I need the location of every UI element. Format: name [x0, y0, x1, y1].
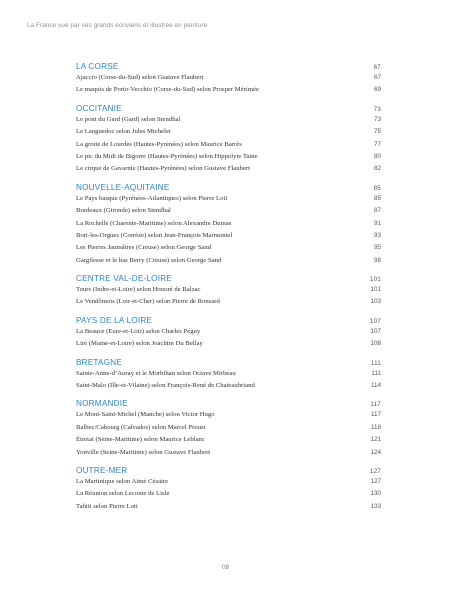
entry-page-number: 133: [370, 502, 381, 510]
entry-page-number: 67: [373, 74, 381, 81]
entry-page-number: 69: [373, 86, 381, 94]
entry-page-number: 93: [373, 231, 381, 239]
toc-entry: [76, 116, 381, 128]
toc-entry: [76, 257, 381, 269]
toc-entry: [76, 340, 381, 352]
entry-page-number: 117: [370, 411, 381, 419]
entry-title: La grotte de Lourdes (Hautes-Pyrénées) selon Maurice Barrès: [76, 140, 242, 148]
toc-section: [76, 62, 381, 99]
entry-page-number: 73: [373, 115, 381, 123]
entry-title: Bordeaux (Gironde) selon Stendhal: [76, 207, 171, 215]
toc-entry: [76, 220, 381, 232]
toc-entry: [76, 74, 381, 86]
section-page-number: 127: [369, 467, 381, 475]
section-page-number: 117: [370, 401, 381, 409]
entry-page-number: 118: [370, 423, 381, 431]
toc-entry: [76, 232, 381, 244]
toc-entry: [76, 382, 381, 394]
entry-title: La Réunion selon Leconte de Lisle: [76, 490, 170, 498]
entry-page-number: 124: [370, 448, 381, 456]
toc-entry: [76, 286, 381, 298]
entry-title: Le maquis de Porto-Vecchio (Corse-du-Sud) selon Prosper Mérimée: [76, 86, 259, 94]
entry-title: Le pont du Gard (Gard) selon Stendhal: [76, 115, 181, 123]
toc-section: [76, 358, 381, 395]
section-title: LA CORSE: [76, 62, 119, 71]
section-title: CENTRE VAL-DE-LOIRE: [76, 274, 173, 284]
section-title: NOUVELLE-AQUITAINE: [76, 182, 170, 192]
entry-page-number: 130: [370, 490, 381, 498]
toc-entry: [76, 478, 381, 490]
section-heading: [76, 466, 381, 478]
entry-title: Balbec/Cabourg (Calvados) selon Marcel Proust: [76, 423, 206, 431]
section-page-number: 73: [373, 105, 381, 113]
section-title: OCCITANIE: [76, 103, 122, 113]
section-heading: [76, 316, 381, 328]
toc-entry: [76, 195, 381, 207]
toc-entry: [76, 449, 381, 461]
entry-title: Sainte-Anne-d’Auray et le Morbihan selon Octave Mirbeau: [76, 369, 236, 377]
entry-page-number: 77: [373, 140, 381, 148]
section-page-number: 67: [373, 64, 381, 71]
section-page-number: 111: [370, 359, 381, 367]
entry-title: La Beauce (Eure-et-Loir) selon Charles Péguy: [76, 327, 201, 335]
entry-page-number: 87: [373, 207, 381, 215]
entry-title: Gargilesse et le bas Berry (Creuse) selon George Sand: [76, 256, 222, 264]
entry-page-number: 107: [370, 327, 381, 335]
entry-title: Yonville (Seine-Maritime) selon Gustave Flaubert: [76, 448, 211, 456]
section-title: PAYS DE LA LOIRE: [76, 315, 153, 325]
toc-entry: [76, 141, 381, 153]
entry-page-number: 121: [370, 436, 381, 444]
entry-title: Ajaccio (Corse-du-Sud) selon Gustave Flaubert: [76, 74, 204, 81]
entry-title: La Martinique selon Aimé Césaire: [76, 477, 169, 485]
table-of-contents: [76, 62, 381, 520]
toc-entry: [76, 128, 381, 140]
section-title: BRETAGNE: [76, 357, 123, 367]
toc-entry: [76, 244, 381, 256]
toc-entry: [76, 328, 381, 340]
entry-page-number: 91: [373, 219, 381, 227]
entry-title: Tahiti selon Pierre Loti: [76, 502, 138, 510]
entry-title: Bort-les-Orgues (Corrèze) selon Jean-François Marmontel: [76, 231, 233, 239]
entry-page-number: 114: [370, 382, 381, 390]
toc-section: [76, 274, 381, 311]
toc-entry: [76, 207, 381, 219]
section-heading: [76, 104, 381, 116]
toc-entry: [76, 153, 381, 165]
entry-page-number: 98: [373, 256, 381, 264]
entry-title: Le Languedoc selon Jules Michelet: [76, 128, 171, 136]
toc-entry: [76, 424, 381, 436]
section-page-number: 85: [373, 184, 381, 192]
entry-title: Liré (Maine-et-Loire) selon Joachim Du Bellay: [76, 340, 203, 348]
toc-entry: [76, 370, 381, 382]
toc-section: [76, 316, 381, 353]
entry-title: Le pic du Midi de Bigorre (Hautes-Pyrénées) selon Hippolyte Taine: [76, 152, 258, 160]
toc-entry: [76, 165, 381, 177]
entry-title: Saint-Malo (Ille-et-Vilaine) selon François-René de Chateaubriand: [76, 382, 255, 390]
toc-entry: [76, 411, 381, 423]
section-title: NORMANDIE: [76, 399, 128, 409]
entry-page-number: 95: [373, 244, 381, 252]
toc-section: [76, 104, 381, 178]
page-number: 08: [222, 565, 229, 571]
entry-page-number: 75: [373, 128, 381, 136]
entry-page-number: 108: [370, 340, 381, 348]
section-heading: [76, 358, 381, 370]
section-page-number: 107: [369, 317, 381, 325]
entry-title: Les Pierres Jaumâtres (Creuse) selon George Sand: [76, 244, 212, 252]
section-heading: [76, 399, 381, 411]
toc-entry: [76, 436, 381, 448]
toc-section: [76, 399, 381, 461]
entry-title: Le cirque de Gavarnie (Hautes-Pyrénées) selon Gustave Flaubert: [76, 165, 250, 173]
toc-entry: [76, 298, 381, 310]
entry-title: Étretat (Seine-Maritime) selon Maurice Leblanc: [76, 436, 205, 444]
toc-section: [76, 183, 381, 269]
entry-page-number: 111: [371, 369, 381, 377]
section-heading: [76, 274, 381, 286]
entry-title: Le Mont-Saint-Michel (Manche) selon Victor Hugo: [76, 411, 215, 419]
entry-page-number: 82: [373, 165, 381, 173]
entry-title: Le Vendômois (Loir-et-Cher) selon Pierre de Ronsard: [76, 298, 220, 306]
entry-title: Le Pays basque (Pyrénées-Atlantiques) selon Pierre Loti: [76, 194, 228, 202]
toc-entry: [76, 490, 381, 502]
entry-page-number: 127: [370, 477, 381, 485]
running-head: La France vue par ses grands écrivains et illustrée en peinture: [27, 22, 208, 29]
toc-entry: [76, 503, 381, 515]
toc-entry: [76, 86, 381, 98]
entry-page-number: 85: [373, 194, 381, 202]
toc-section: [76, 466, 381, 515]
section-heading: [76, 183, 381, 195]
entry-page-number: 103: [370, 298, 381, 306]
section-heading: [76, 62, 381, 74]
entry-page-number: 101: [370, 286, 381, 294]
section-page-number: 101: [369, 276, 381, 284]
section-title: OUTRE-MER: [76, 465, 128, 475]
entry-page-number: 80: [373, 152, 381, 160]
entry-title: Tours (Indre-et-Loire) selon Honoré de Balzac: [76, 286, 201, 294]
entry-title: La Rochelle (Charente-Maritime) selon Alexandre Dumas: [76, 219, 232, 227]
